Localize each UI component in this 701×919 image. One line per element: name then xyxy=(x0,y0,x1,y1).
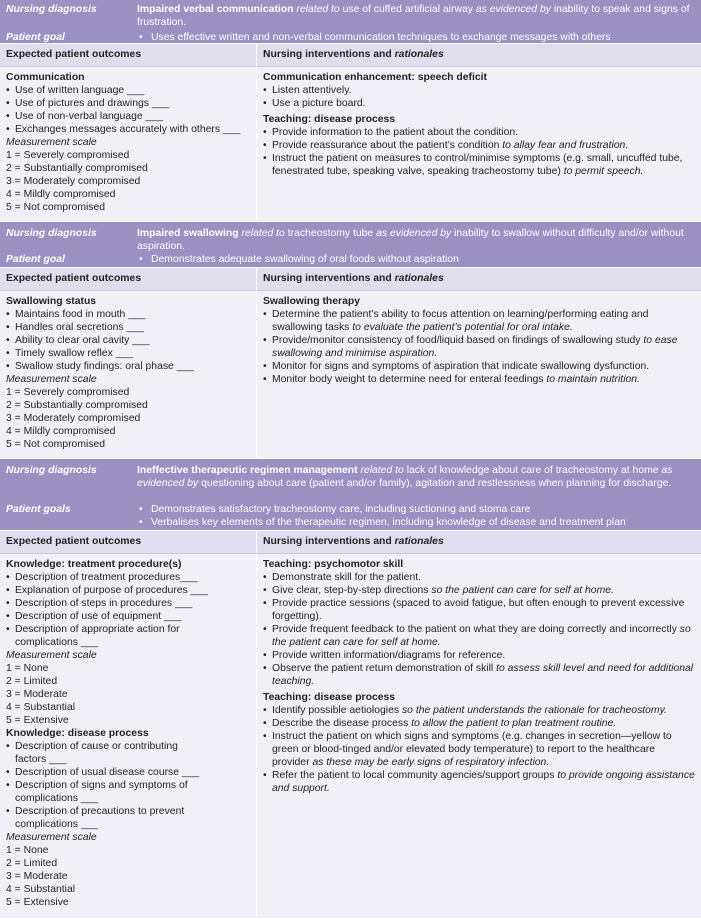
outcome-item: • Timely swallow reflex ___ xyxy=(6,347,250,360)
interventions-column xyxy=(257,554,701,918)
intervention-title: Teaching: disease process xyxy=(263,692,396,703)
outcome-item: • Use of pictures and drawings ___ xyxy=(6,97,250,110)
outcome-title: Knowledge: disease process xyxy=(6,728,149,739)
outcome-item: • Maintains food in mouth ___ xyxy=(6,308,250,321)
scale-item: 5 = Not compromised xyxy=(6,439,106,450)
interventions-column xyxy=(257,67,701,221)
scale-item: 4 = Mildly compromised xyxy=(6,189,116,200)
goal-item: • Verbalises key elements of the therapeutic regimen, including knowledge of disease and treatment plan xyxy=(137,516,695,529)
outcome-item: • Exchanges messages accurately with others ___ xyxy=(6,123,250,136)
diagnosis-header-2 xyxy=(0,222,701,268)
diagnosis-header-1 xyxy=(0,0,701,44)
column-headers-1 xyxy=(0,44,701,67)
outcomes-column xyxy=(0,291,257,458)
interventions-header: Nursing interventions and rationales xyxy=(263,273,444,284)
outcome-item: • Description of use of equipment ___ xyxy=(6,610,250,623)
scale-item: 2 = Substantially compromised xyxy=(6,163,148,174)
column-headers-2 xyxy=(0,268,701,291)
intervention-item: • Describe the disease process to allow the patient to plan treatment routine. xyxy=(263,717,695,730)
outcome-item: • Swallow study findings: oral phase ___ xyxy=(6,360,250,373)
scale-item: 5 = Not compromised xyxy=(6,202,106,213)
scale-title: Measurement scale xyxy=(6,650,97,661)
intervention-item: • Provide information to the patient about the condition. xyxy=(263,126,695,139)
intervention-item: • Use a picture board. xyxy=(263,97,695,110)
section-body-1 xyxy=(0,67,701,222)
diagnosis-label: Nursing diagnosis xyxy=(6,465,97,476)
scale-item: 2 = Limited xyxy=(6,676,58,687)
scale-item: 1 = Severely compromised xyxy=(6,150,130,161)
interventions-header: Nursing interventions and rationales xyxy=(263,536,444,547)
column-headers-3 xyxy=(0,531,701,554)
scale-title: Measurement scale xyxy=(6,832,97,843)
diagnosis-text: Impaired verbal communication related to use of cuffed artificial airway as evidenced by inability to speak and signs of frustration. xyxy=(137,4,690,28)
outcome-item: • Use of non-verbal language ___ xyxy=(6,110,250,123)
intervention-title: Teaching: disease process xyxy=(263,114,396,125)
outcome-title: Knowledge: treatment procedure(s) xyxy=(6,559,182,570)
outcome-item: • Description of appropriate action for complications ___ xyxy=(6,623,250,649)
outcome-item: • Handles oral secretions ___ xyxy=(6,321,250,334)
diagnosis-label: Nursing diagnosis xyxy=(6,4,97,15)
scale-item: 3 = Moderate xyxy=(6,871,68,882)
section-body-2 xyxy=(0,291,701,459)
intervention-item: • Observe the patient return demonstration of skill to assess skill level and need for additional teaching. xyxy=(263,662,695,688)
outcome-item: • Explanation of purpose of procedures ___ xyxy=(6,584,250,597)
intervention-item: • Provide written information/diagrams for reference. xyxy=(263,649,695,662)
intervention-item: • Monitor body weight to determine need for enteral feedings to maintain nutrition. xyxy=(263,373,695,386)
outcome-item: • Use of written language ___ xyxy=(6,84,250,97)
goal-item: • Demonstrates satisfactory tracheostomy care, including suctioning and stoma care xyxy=(137,503,695,516)
intervention-item: • Provide frequent feedback to the patient on what they are doing correctly and incorrectly so the patient can care for self at home. xyxy=(263,623,695,649)
intervention-item: • Determine the patient’s ability to focus attention on learning/performing eating and swallowing tasks to evaluate the patient’s potential for oral intake. xyxy=(263,308,695,334)
scale-item: 4 = Substantial xyxy=(6,884,76,895)
diagnosis-text: Ineffective therapeutic regimen management related to lack of knowledge about care of tracheostomy at home as evidenced by questioning about care (patient and/or family), agitation and restlessness when planning for discharge. xyxy=(137,465,673,489)
outcome-item: • Description of cause or contributing factors ___ xyxy=(6,740,250,766)
goal-item: • Uses effective written and non-verbal communication techniques to exchange messages with others xyxy=(137,31,695,44)
scale-item: 5 = Extensive xyxy=(6,897,69,908)
scale-item: 1 = None xyxy=(6,845,49,856)
outcomes-column xyxy=(0,554,257,918)
scale-item: 1 = None xyxy=(6,663,49,674)
goal-label: Patient goals xyxy=(6,504,71,515)
outcome-title: Communication xyxy=(6,72,85,83)
scale-item: 4 = Mildly compromised xyxy=(6,426,116,437)
intervention-item: • Instruct the patient on which signs and symptoms (e.g. changes in secretion—yellow to green or blood-tinged and/or elevated body temperature) to report to the healthcare provider as these may be early signs of respiratory infection. xyxy=(263,730,695,769)
intervention-title: Swallowing therapy xyxy=(263,296,360,307)
outcome-title: Swallowing status xyxy=(6,296,97,307)
scale-item: 4 = Substantial xyxy=(6,702,76,713)
scale-item: 5 = Extensive xyxy=(6,715,69,726)
intervention-title: Communication enhancement: speech deficit xyxy=(263,72,488,83)
intervention-item: • Instruct the patient on measures to control/minimise symptoms (e.g. small, uncuffed tube, fenestrated tube, speaking valve, speaking tracheostomy tube) to permit speech. xyxy=(263,152,695,178)
intervention-item: • Provide reassurance about the patient’s condition to allay fear and frustration. xyxy=(263,139,695,152)
outcome-item: • Description of precautions to prevent complications ___ xyxy=(6,805,250,831)
scale-item: 2 = Substantially compromised xyxy=(6,400,148,411)
outcomes-header: Expected patient outcomes xyxy=(0,268,257,290)
intervention-title: Teaching: psychomotor skill xyxy=(263,559,404,570)
diagnosis-text: Impaired swallowing related to tracheostomy tube as evidenced by inability to swallow without difficulty and/or without aspiration. xyxy=(137,228,684,252)
outcome-item: • Description of steps in procedures ___ xyxy=(6,597,250,610)
goal-label: Patient goal xyxy=(6,32,65,43)
scale-item: 3 = Moderately compromised xyxy=(6,413,141,424)
scale-item: 3 = Moderately compromised xyxy=(6,176,141,187)
outcome-item: • Ability to clear oral cavity ___ xyxy=(6,334,250,347)
intervention-item: • Monitor for signs and symptoms of aspiration that indicate swallowing dysfunction. xyxy=(263,360,695,373)
outcome-item: • Description of signs and symptoms of complications ___ xyxy=(6,779,250,805)
outcomes-header: Expected patient outcomes xyxy=(0,531,257,553)
scale-title: Measurement scale xyxy=(6,137,97,148)
intervention-item: • Provide/monitor consistency of food/liquid based on findings of swallowing study to ease swallowing and minimise aspiration. xyxy=(263,334,695,360)
outcomes-column xyxy=(0,67,257,221)
diagnosis-label: Nursing diagnosis xyxy=(6,228,97,239)
intervention-item: • Give clear, step-by-step directions so the patient can care for self at home. xyxy=(263,584,695,597)
interventions-header: Nursing interventions and rationales xyxy=(263,49,444,60)
scale-title: Measurement scale xyxy=(6,374,97,385)
goal-item: • Demonstrates adequate swallowing of oral foods without aspiration xyxy=(137,253,695,266)
scale-item: 2 = Limited xyxy=(6,858,58,869)
outcome-item: • Description of usual disease course ___ xyxy=(6,766,250,779)
section-body-3 xyxy=(0,554,701,919)
scale-item: 3 = Moderate xyxy=(6,689,68,700)
intervention-item: • Provide practice sessions (spaced to avoid fatigue, but often enough to prevent excessive forgetting). xyxy=(263,597,695,623)
outcomes-header: Expected patient outcomes xyxy=(0,44,257,66)
intervention-item: • Listen attentively. xyxy=(263,84,695,97)
intervention-item: • Demonstrate skill for the patient. xyxy=(263,571,695,584)
goal-label: Patient goal xyxy=(6,254,65,265)
intervention-item: • Identify possible aetiologies so the patient understands the rationale for tracheostomy. xyxy=(263,704,695,717)
scale-item: 1 = Severely compromised xyxy=(6,387,130,398)
diagnosis-header-3 xyxy=(0,459,701,531)
interventions-column xyxy=(257,291,701,458)
intervention-item: • Refer the patient to local community agencies/support groups to provide ongoing assistance and support. xyxy=(263,769,695,795)
outcome-item: • Description of treatment procedures___ xyxy=(6,571,250,584)
